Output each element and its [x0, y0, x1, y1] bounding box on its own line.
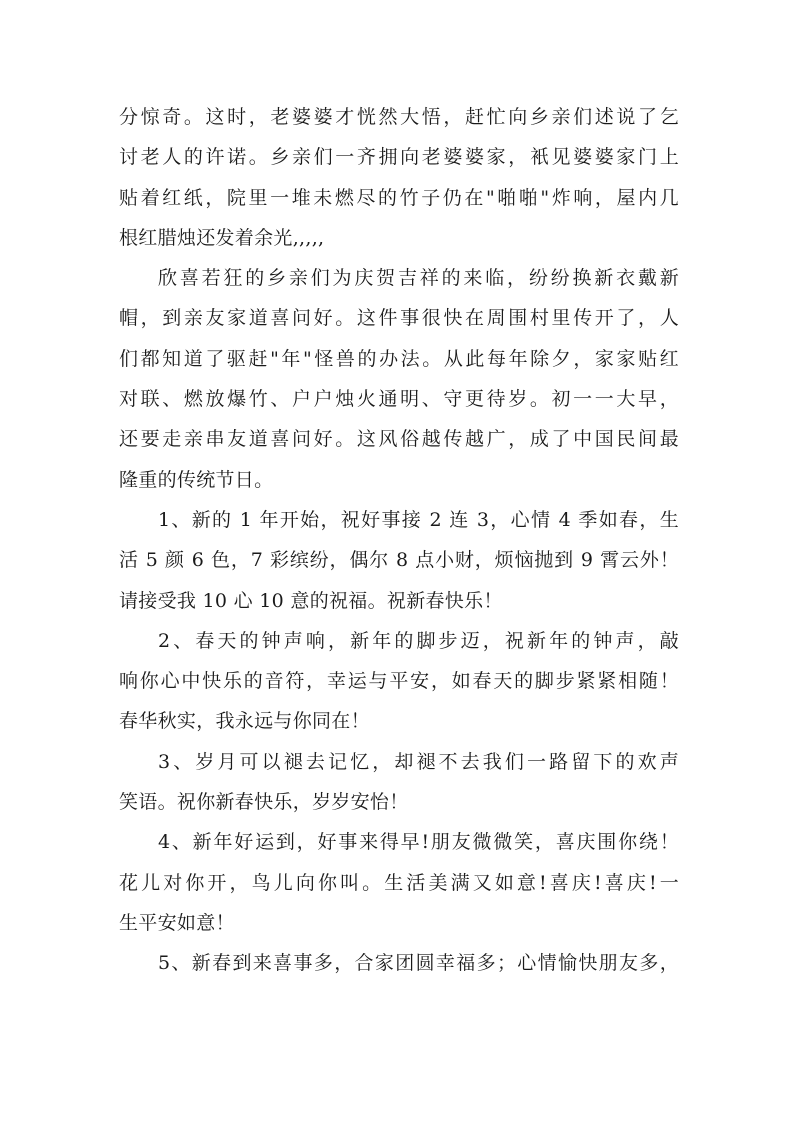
text-line: 3、岁月可以褪去记忆，却褪不去我们一路留下的欢声: [158, 750, 679, 773]
text-line: 对联、燃放爆竹、户户烛火通明、守更待岁。初一一大早，: [119, 388, 679, 411]
text-line: 活 5 颜 6 色，7 彩缤纷，偶尔 8 点小财，烦恼抛到 9 霄云外！: [119, 549, 679, 572]
text-line: 笑语。祝你新春快乐，岁岁安怡！: [119, 791, 409, 814]
text-line: 分惊奇。这时，老婆婆才恍然大悟，赶忙向乡亲们述说了乞: [119, 106, 679, 128]
text-line: 根红腊烛还发着余光,,,,,: [119, 226, 325, 249]
text-line: 4、新年好运到，好事来得早!朋友微微笑，喜庆围你绕！: [158, 831, 679, 854]
text-line: 们都知道了驱赶"年"怪兽的办法。从此每年除夕，家家贴红: [119, 347, 679, 370]
text-line: 还要走亲串友道喜问好。这风俗越传越广，成了中国民间最: [119, 428, 679, 451]
body-text: [119, 97, 679, 984]
text-line: 请接受我 10 心 10 意的祝福。祝新春快乐！: [119, 589, 503, 612]
text-line: 5、新春到来喜事多，合家团圆幸福多；心情愉快朋友多，: [158, 952, 679, 975]
text-line: 欣喜若狂的乡亲们为庆贺吉祥的来临，纷纷换新衣戴新: [158, 267, 679, 290]
text-line: 2、春天的钟声响，新年的脚步迈，祝新年的钟声，敲: [158, 629, 679, 652]
text-line: 隆重的传统节日。: [119, 468, 274, 491]
text-line: 响你心中快乐的音符，幸运与平安，如春天的脚步紧紧相随！: [119, 670, 679, 693]
text-line: 花儿对你开，鸟儿向你叫。生活美满又如意!喜庆!喜庆!一: [119, 871, 679, 894]
text-line: 春华秋实，我永远与你同在！: [119, 710, 370, 733]
text-line: 1、新的 1 年开始，祝好事接 2 连 3，心情 4 季如春，生: [158, 508, 679, 531]
text-line: 生平安如意！: [119, 911, 235, 934]
text-line: 帽，到亲友家道喜问好。这件事很快在周围村里传开了，人: [119, 307, 679, 330]
text-line: 贴着红纸，院里一堆未燃尽的竹子仍在"啪啪"炸响，屋内几: [119, 186, 679, 209]
text-line: 讨老人的许诺。乡亲们一齐拥向老婆婆家，衹见婆婆家门上: [119, 146, 679, 169]
